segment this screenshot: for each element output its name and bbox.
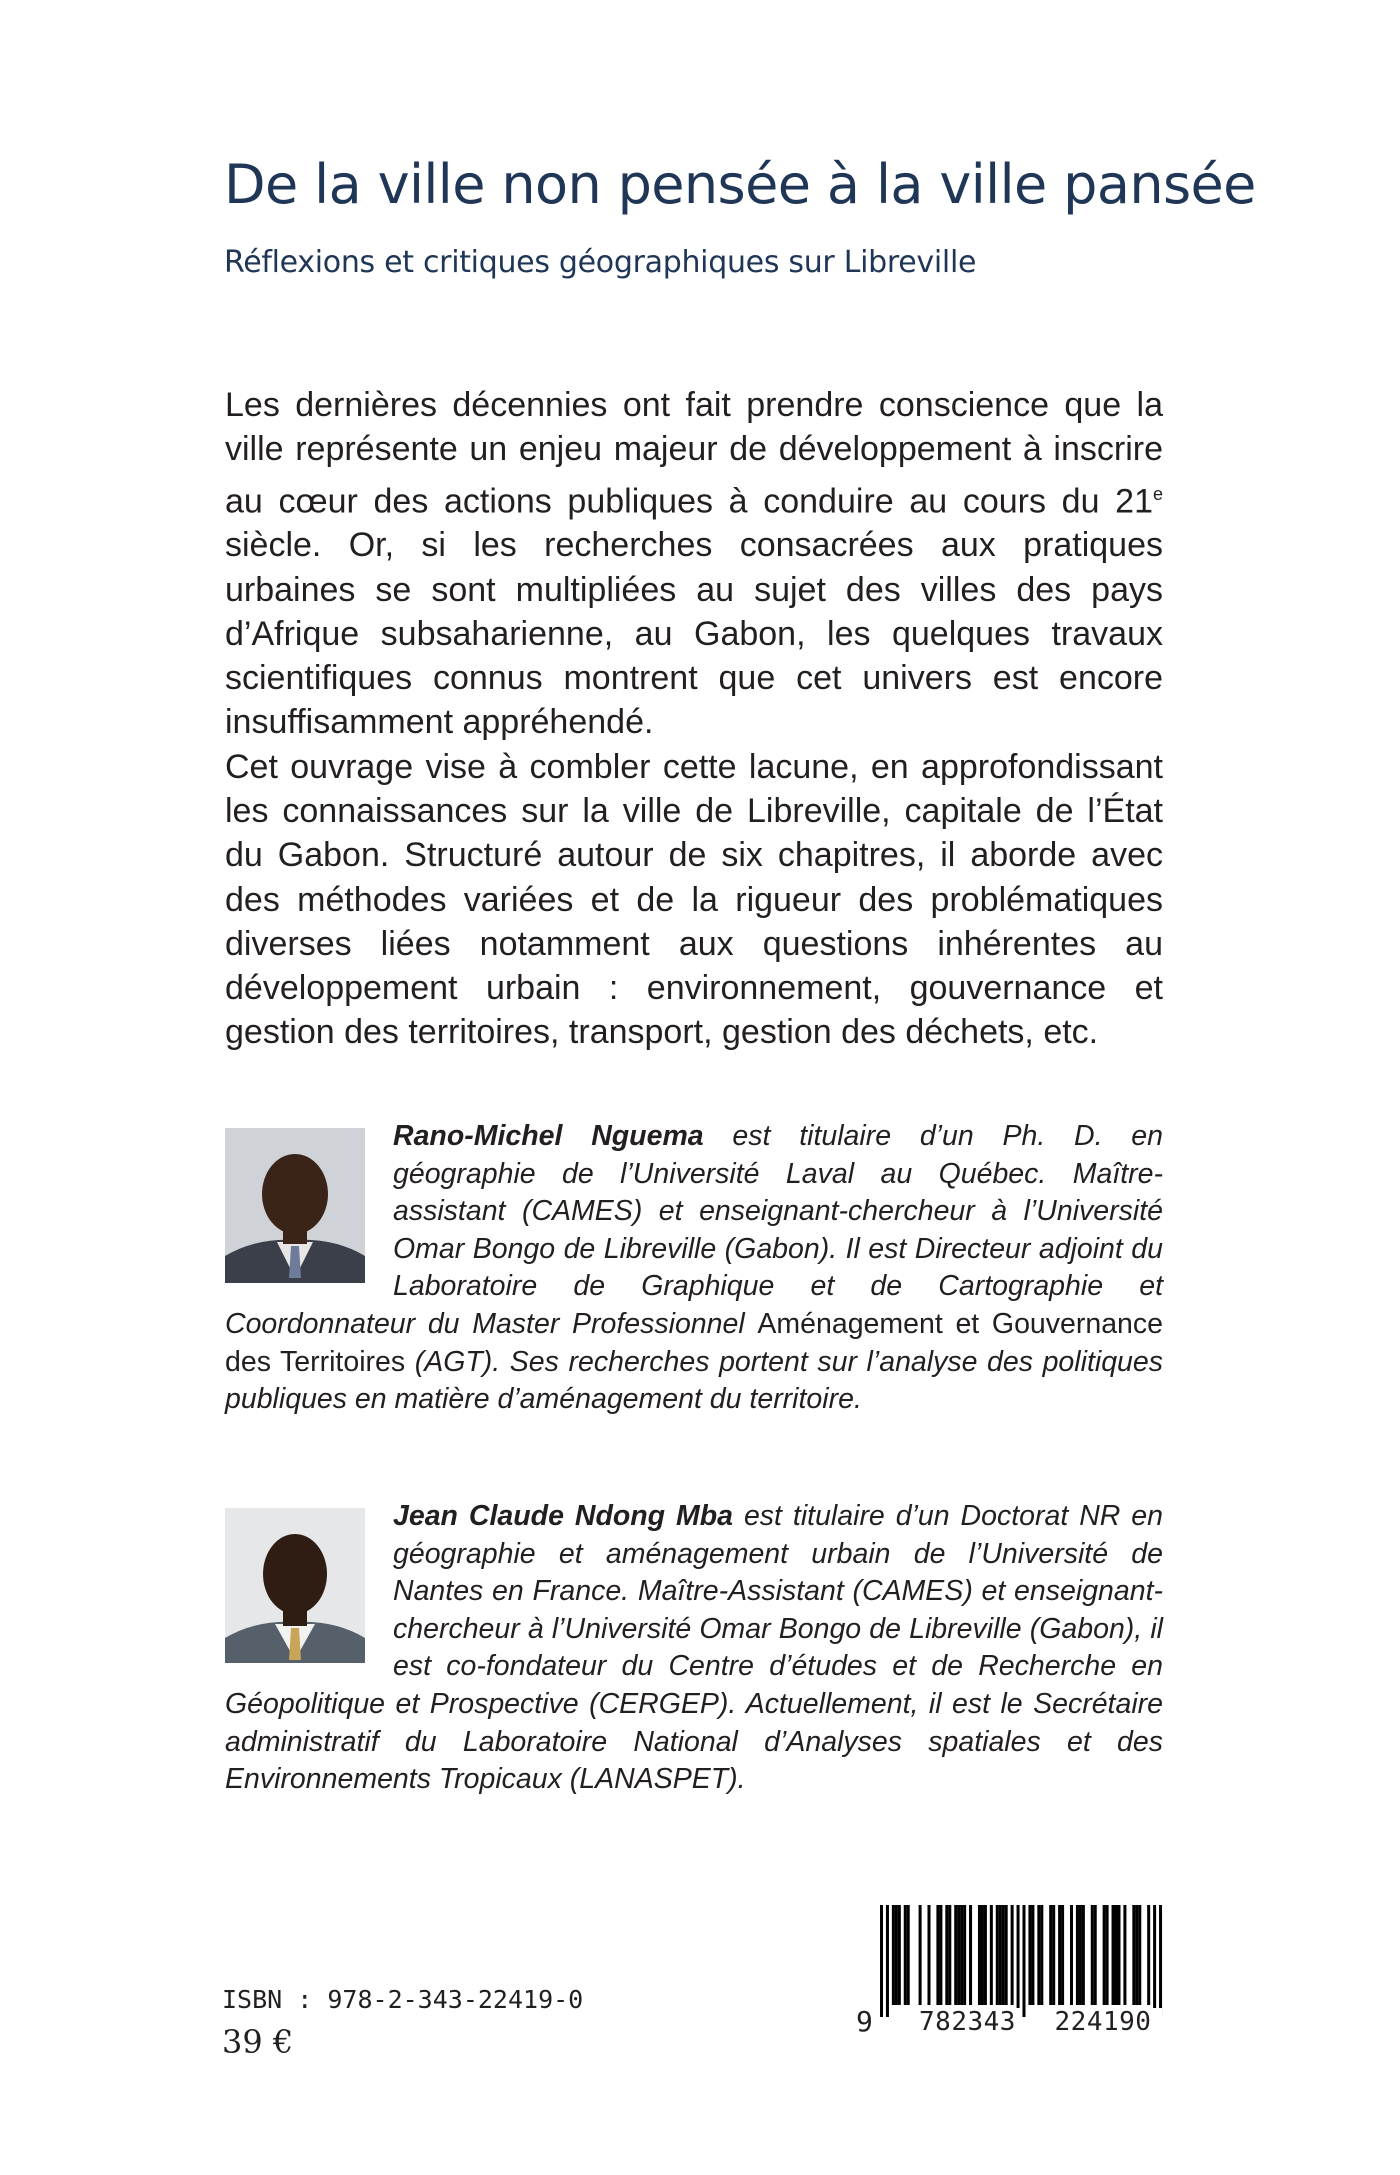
author-1-text xyxy=(225,1120,1163,1415)
barcode-bar xyxy=(1159,1905,1162,2017)
isbn: ISBN : 978-2-343-22419-0 xyxy=(222,1985,584,2014)
barcode-bar xyxy=(936,1905,939,2005)
barcode-bar xyxy=(945,1905,948,2005)
barcode-bar xyxy=(1117,1905,1120,2005)
author-bio-text: est titulaire d’un Doctorat NR en géographie et aménagement urbain de l’Université de Nantes en France. Maître-Assistant (CAMES) et enseignant-chercheur à l’Université Omar Bongo de Libreville (Gabon), il est co-fondateur du Centre d’études et de Recherche en Géopolitique et Prospective (CERGEP). Actuellement, il est le Secrétaire administratif du Laboratoire National d’Analyses spatiales et des Environnements Tropicaux (LANASPET). xyxy=(225,1500,1163,1796)
barcode-bar xyxy=(1070,1905,1073,2005)
blurb xyxy=(225,383,1163,1055)
barcode-bar xyxy=(969,1905,972,2005)
barcode-bar xyxy=(981,1905,984,2005)
photo-head xyxy=(262,1154,328,1234)
barcode-bar xyxy=(927,1905,930,2005)
barcode-bar xyxy=(1022,1905,1025,2017)
book-title: De la ville non pensée à la ville pansée xyxy=(224,153,1256,216)
barcode-bar xyxy=(898,1905,901,2005)
barcode-bar xyxy=(895,1905,898,2005)
barcode-bar xyxy=(999,1905,1002,2005)
barcode-bar xyxy=(1106,1905,1109,2005)
barcode-bar xyxy=(1031,1905,1034,2005)
author-photo-1 xyxy=(225,1128,365,1283)
book-subtitle: Réflexions et critiques géographiques sur Libreville xyxy=(224,245,977,280)
barcode-bar xyxy=(996,1905,999,2005)
price: 39 € xyxy=(222,2023,294,2061)
author-name: Rano-Michel Nguema xyxy=(393,1120,704,1152)
author-photo-2 xyxy=(225,1508,365,1663)
barcode-bar xyxy=(960,1905,963,2005)
barcode-bar xyxy=(1147,1905,1150,2005)
barcode-bar xyxy=(954,1905,957,2005)
barcode-bar xyxy=(1061,1905,1064,2005)
barcode-bar xyxy=(1011,1905,1014,2005)
author-bio-text: est titulaire d’un Ph. D. en géographie de l’Université Laval au Québec. Maître-assistant (CAMES) et enseignant-chercheur à l’Université Omar Bongo de Libreville (Gabon). Il est Directeur adjoint du Laboratoire de Graphique et de Cartographie et Coordonnateur du Master Professionnel xyxy=(225,1120,1163,1340)
barcode-bar xyxy=(1058,1905,1061,2005)
blurb-p1-superscript: e xyxy=(1152,483,1163,504)
blurb-paragraph-1 xyxy=(225,383,1163,745)
barcode-digits-right-group: 224190 xyxy=(1044,2008,1162,2036)
author-bio-1 xyxy=(225,1118,1163,1419)
barcode-bar xyxy=(907,1905,910,2005)
author-bio-text: (AGT). Ses recherches portent sur l’analyse des politiques publiques en matière d’aménagement du territoire. xyxy=(225,1345,1163,1416)
author-bio-text: Aménagement et Gouvernance des Territoires xyxy=(225,1307,1164,1378)
barcode-bar xyxy=(880,1905,883,2017)
barcode-bar xyxy=(1076,1905,1079,2005)
barcode-bar xyxy=(1002,1905,1005,2005)
barcode-bar xyxy=(1135,1905,1138,2005)
barcode-bar xyxy=(984,1905,987,2005)
barcode-bar xyxy=(963,1905,966,2005)
barcode-bar xyxy=(1123,1905,1126,2005)
barcode-bar xyxy=(990,1905,993,2005)
barcode-bar xyxy=(886,1905,889,2017)
barcode-bar xyxy=(1028,1905,1031,2005)
barcode-bar xyxy=(919,1905,922,2005)
barcode-bar xyxy=(1153,1905,1156,2017)
barcode-bar xyxy=(957,1905,960,2005)
photo-tie xyxy=(289,1628,301,1660)
barcode-bar xyxy=(1037,1905,1040,2005)
barcode-bar xyxy=(1040,1905,1043,2005)
barcode-bar xyxy=(1112,1905,1115,2005)
barcode-bar xyxy=(904,1905,907,2005)
blurb-p1-text-b: siècle. Or, si les recherches consacrées aux pratiques urbaines se sont multipliées au sujet des villes des pays d’Afrique subsaharienne, au Gabon, les quelques travaux scientifiques connus montrent que cet univers est encore insuffisamment appréhendé. xyxy=(225,526,1163,742)
barcode-bar xyxy=(978,1905,981,2005)
barcode-bar xyxy=(1079,1905,1082,2005)
author-portrait-1 xyxy=(225,1128,365,1283)
barcode-bars xyxy=(856,1905,1166,2017)
barcode-digit-left: 9 xyxy=(856,2008,880,2036)
author-name: Jean Claude Ndong Mba xyxy=(393,1500,734,1532)
blurb-paragraph-2: Cet ouvrage vise à combler cette lacune, en approfondissant les connaissances sur la ville de Libreville, capitale de l’État du Gabon. Structuré autour de six chapitres, il aborde avec des méthodes variées et de la rigueur des problématiques diverses liées notamment aux questions inhérentes au développement urbain : environnement, gouvernance et gestion des territoires, transport, gestion des déchets, etc. xyxy=(225,747,1163,1052)
author-2-text xyxy=(225,1500,1163,1795)
barcode-bar xyxy=(939,1905,942,2005)
barcode-bar xyxy=(1049,1905,1052,2005)
author-bio-2 xyxy=(225,1498,1163,1799)
barcode-bar xyxy=(892,1905,895,2005)
barcode-bar xyxy=(1138,1905,1141,2005)
blurb-p1-text-a: Les dernières décennies ont fait prendre conscience que la ville représente un enjeu majeur de développement à inscrire au cœur des actions publiques à conduire au cours du 21 xyxy=(225,386,1163,520)
barcode-digits-left-group: 782343 xyxy=(915,2008,1020,2036)
barcode-bar xyxy=(948,1905,951,2005)
barcode-bar xyxy=(1115,1905,1118,2005)
photo-head xyxy=(263,1534,327,1614)
photo-tie xyxy=(289,1246,301,1278)
barcode-bar xyxy=(1017,1905,1020,2017)
barcode-bar xyxy=(1132,1905,1135,2005)
barcode-bar xyxy=(1091,1905,1094,2005)
barcode-bar xyxy=(1052,1905,1055,2005)
barcode-bar xyxy=(1103,1905,1106,2005)
author-portrait-2 xyxy=(225,1508,365,1663)
barcode-bar xyxy=(1094,1905,1097,2005)
barcode-bar xyxy=(1082,1905,1085,2005)
barcode-bar xyxy=(1005,1905,1008,2005)
